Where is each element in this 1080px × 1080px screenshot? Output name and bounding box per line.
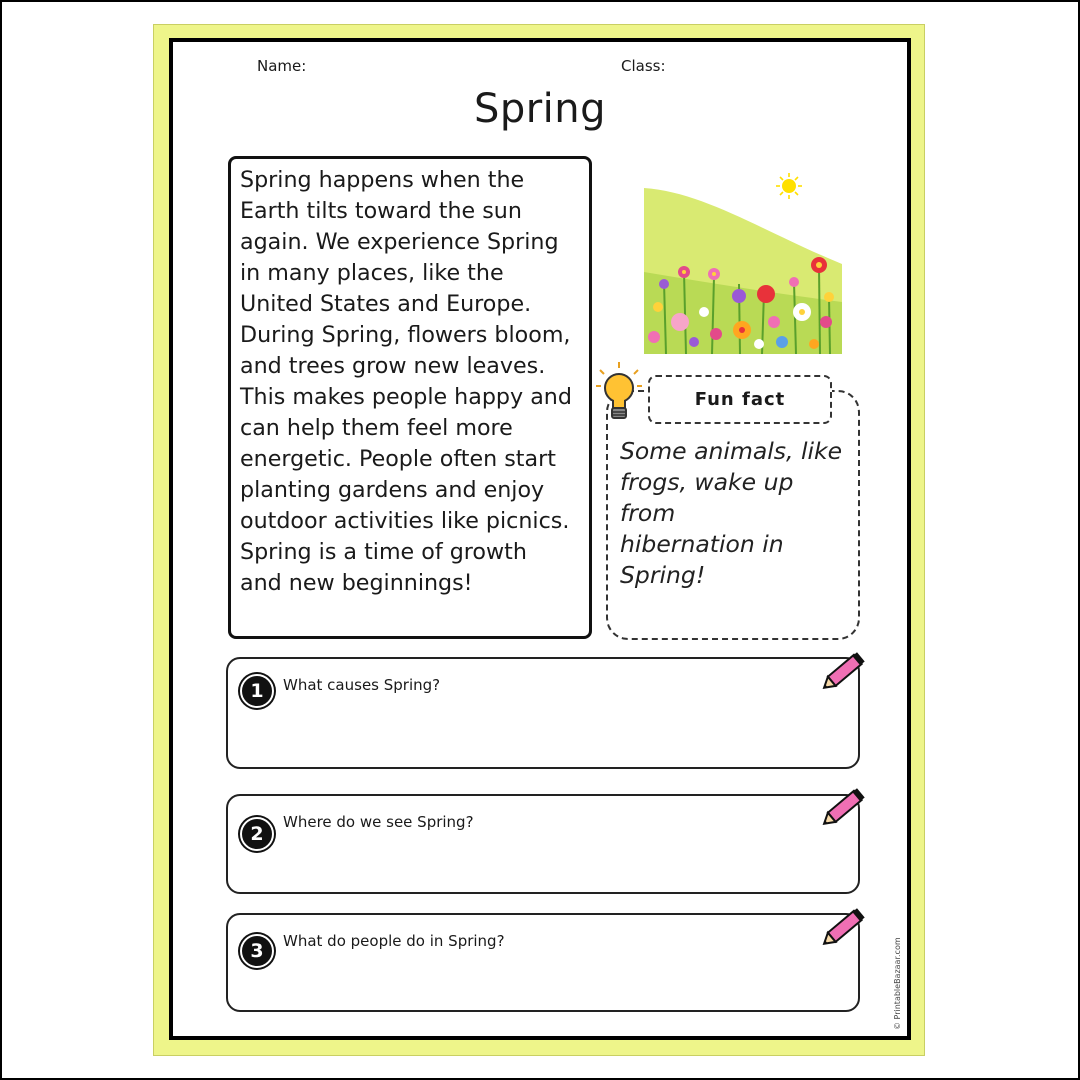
pencil-icon <box>818 784 870 830</box>
credit-text: © PrintableBazaar.com <box>893 937 902 1030</box>
class-label: Class: <box>621 57 666 75</box>
answer-box-3[interactable] <box>226 913 860 1012</box>
passage-line: and trees grow new leaves. <box>240 353 546 379</box>
question-number-3: 3 <box>240 934 274 968</box>
passage-line: planting gardens and enjoy <box>240 477 545 503</box>
name-label: Name: <box>257 57 307 75</box>
passage-line: United States and Europe. <box>240 291 532 317</box>
page-title: Spring <box>473 86 607 132</box>
question-text-3: What do people do in Spring? <box>283 932 505 950</box>
passage-line: in many places, like the <box>240 260 504 286</box>
passage-line: Earth tilts toward the sun <box>240 198 522 224</box>
question-text-1: What causes Spring? <box>283 676 441 694</box>
fun-fact-line: Spring! <box>620 561 706 589</box>
sun-icon <box>776 173 802 199</box>
passage-line: This makes people happy and <box>240 384 572 410</box>
passage-line: can help them feel more <box>240 415 513 441</box>
pencil-icon <box>818 648 870 694</box>
passage-line: again. We experience Spring <box>240 229 559 255</box>
passage-line: energetic. People often start <box>240 446 556 472</box>
fun-fact-line: hibernation in <box>620 530 784 558</box>
spring-meadow-illustration <box>644 172 842 354</box>
answer-box-1[interactable] <box>226 657 860 769</box>
passage-line: and new beginnings! <box>240 570 473 596</box>
fun-fact-line: Some animals, like <box>620 437 843 465</box>
question-text-2: Where do we see Spring? <box>283 813 474 831</box>
passage-line: Spring happens when the <box>240 167 525 193</box>
fun-fact-line: frogs, wake up from <box>620 468 794 527</box>
reading-passage <box>228 156 592 639</box>
passage-line: Spring is a time of growth <box>240 539 527 565</box>
question-number-1: 1 <box>240 674 274 708</box>
fun-fact-text <box>620 436 856 591</box>
answer-box-2[interactable] <box>226 794 860 894</box>
question-number-2: 2 <box>240 817 274 851</box>
pencil-icon <box>818 904 870 950</box>
passage-line: outdoor activities like picnics. <box>240 508 570 534</box>
lightbulb-icon <box>594 360 644 426</box>
fun-fact-heading: Fun fact <box>648 375 832 424</box>
passage-line: During Spring, flowers bloom, <box>240 322 571 348</box>
